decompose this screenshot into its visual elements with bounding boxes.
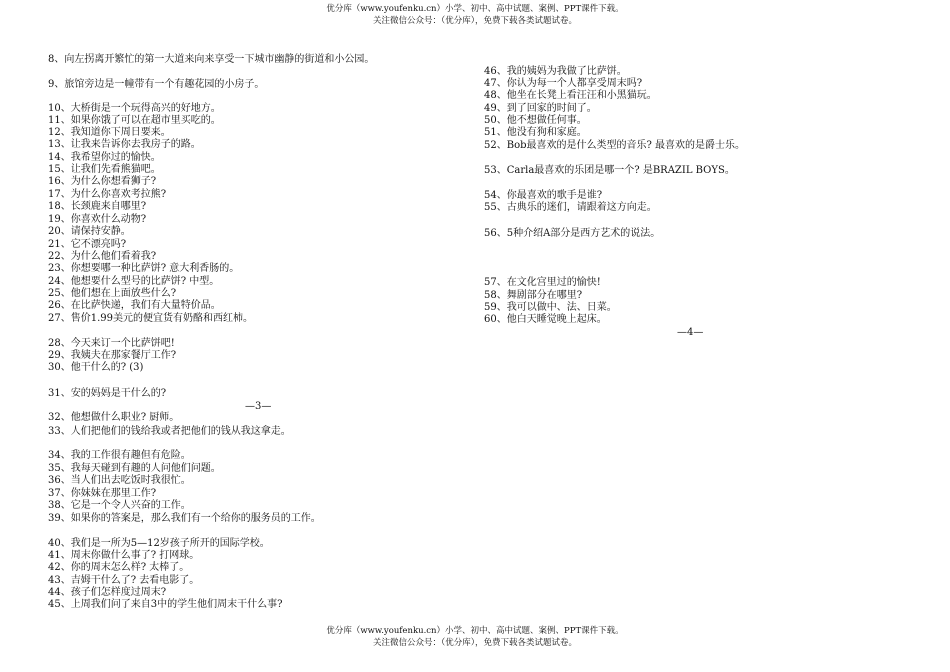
sentence-14: 14、我希望你过的愉快。: [48, 152, 161, 163]
sentence-17: 17、为什么你喜欢考拉熊?: [48, 189, 167, 200]
sentence-15: 15、让我们先看熊猫吧。: [48, 164, 161, 175]
sentence-60: 60、他白天睡觉晚上起床。: [484, 314, 607, 325]
sentence-35: 35、我每天碰到有趣的人问他们问题。: [48, 463, 221, 474]
header-line-1: 优分库（www.youfenku.cn）小学、初中、高中试题、案例、PPT课件下载。: [326, 4, 624, 14]
sentence-39: 39、如果你的答案是，那么我们有一个给你的服务员的工作。: [48, 513, 321, 524]
sentence-12: 12、我知道你下周日要来。: [48, 127, 171, 138]
sentence-56: 56、5种介绍A部分是西方艺术的说法。: [484, 228, 661, 239]
sentence-21: 21、它不漂亮吗?: [48, 239, 127, 250]
sentence-42: 42、你的周末怎么样? 太棒了。: [48, 562, 190, 573]
sentence-30: 30、他干什么的? (3): [48, 362, 144, 373]
sentence-40: 40、我们是一所为5—12岁孩子所开的国际学校。: [48, 538, 270, 549]
sentence-34: 34、我的工作很有趣但有危险。: [48, 450, 191, 461]
sentence-10: 10、大桥街是一个玩得高兴的好地方。: [48, 103, 221, 114]
footer-line-1: 优分库（www.youfenku.cn）小学、初中、高中试题、案例、PPT课件下载。: [326, 626, 624, 636]
sentence-26: 26、在比萨快递，我们有大量特价品。: [48, 300, 221, 311]
sentence-59: 59、我可以做中、法、日菜。: [484, 302, 617, 313]
sentence-27: 27、售价1.99美元的便宜货有奶酪和西红柿。: [48, 313, 253, 324]
sentence-50: 50、他不想做任何事。: [484, 115, 587, 126]
sentence-49: 49、到了回家的时间了。: [484, 103, 597, 114]
sentence-38: 38、它是一个令人兴奋的工作。: [48, 500, 191, 511]
sentence-31: 31、安的妈妈是干什么的?: [48, 388, 167, 399]
sentence-28: 28、今天来订一个比萨饼吧!: [48, 338, 175, 349]
sentence-53: 53、Carla最喜欢的乐团是哪一个? 是BRAZIL BOYS。: [484, 165, 735, 176]
sentence-44: 44、孩子们怎样度过周末?: [48, 587, 167, 598]
sentence-9: 9、旅馆旁边是一幢带有一个有趣花园的小房子。: [48, 79, 265, 90]
sentence-8: 8、向左拐离开繁忙的第一大道来向来享受一下城市幽静的街道和小公园。: [48, 54, 375, 65]
sentence-13: 13、让我来告诉你去我房子的路。: [48, 139, 201, 150]
sentence-19: 19、你喜欢什么动物?: [48, 214, 147, 225]
sentence-52: 52、Bob最喜欢的是什么类型的音乐? 最喜欢的是爵士乐。: [484, 140, 746, 151]
page-number-left: —3—: [245, 401, 272, 412]
page-footer: [0, 625, 950, 649]
sentence-55: 55、古典乐的迷们，请跟着这方向走。: [484, 202, 657, 213]
sentence-36: 36、当人们出去吃饭时我很忙。: [48, 475, 191, 486]
sentence-58: 58、舞剧部分在哪里?: [484, 290, 583, 301]
footer-line-2: 关注微信公众号：（优分库），免费下载各类试题试卷。: [372, 638, 577, 648]
sentence-48: 48、他坐在长凳上看汪汪和小黑猫玩。: [484, 90, 657, 101]
sentence-33: 33、人们把他们的钱给我或者把他们的钱从我这拿走。: [48, 426, 291, 437]
sentence-37: 37、你妹妹在那里工作?: [48, 488, 157, 499]
page-header: [0, 3, 950, 27]
sentence-20: 20、请保持安静。: [48, 226, 131, 237]
page-number-right: —4—: [677, 327, 704, 338]
sentence-45: 45、上周我们问了来自3中的学生他们周末干什么事?: [48, 599, 283, 610]
sentence-32: 32、他想做什么职业? 厨师。: [48, 412, 180, 423]
sentence-18: 18、长颈鹿来自哪里?: [48, 201, 147, 212]
sentence-11: 11、如果你饿了可以在超市里买吃的。: [48, 115, 221, 126]
sentence-22: 22、为什么他们看着我?: [48, 251, 157, 262]
sentence-41: 41、周末你做什么事了? 打网球。: [48, 550, 200, 561]
sentence-57: 57、在文化宫里过的愉快!: [484, 277, 601, 288]
sentence-46: 46、我的姨妈为我做了比萨饼。: [484, 66, 627, 77]
sentence-25: 25、他们想在上面放些什么?: [48, 288, 177, 299]
sentence-23: 23、你想要哪一种比萨饼? 意大利香肠的。: [48, 263, 240, 274]
sentence-51: 51、他没有狗和家庭。: [484, 127, 587, 138]
sentence-47: 47、你认为每一个人都享受周末吗?: [484, 78, 643, 89]
sentence-54: 54、你最喜欢的歌手是谁?: [484, 190, 603, 201]
sentence-43: 43、吉姆干什么了? 去看电影了。: [48, 575, 200, 586]
sentence-16: 16、为什么你想看狮子?: [48, 176, 157, 187]
header-line-2: 关注微信公众号：（优分库），免费下载各类试题试卷。: [372, 16, 577, 26]
sentence-29: 29、我姨夫在那家餐厅工作?: [48, 350, 177, 361]
sentence-24: 24、他想要什么型号的比萨饼? 中型。: [48, 276, 220, 287]
